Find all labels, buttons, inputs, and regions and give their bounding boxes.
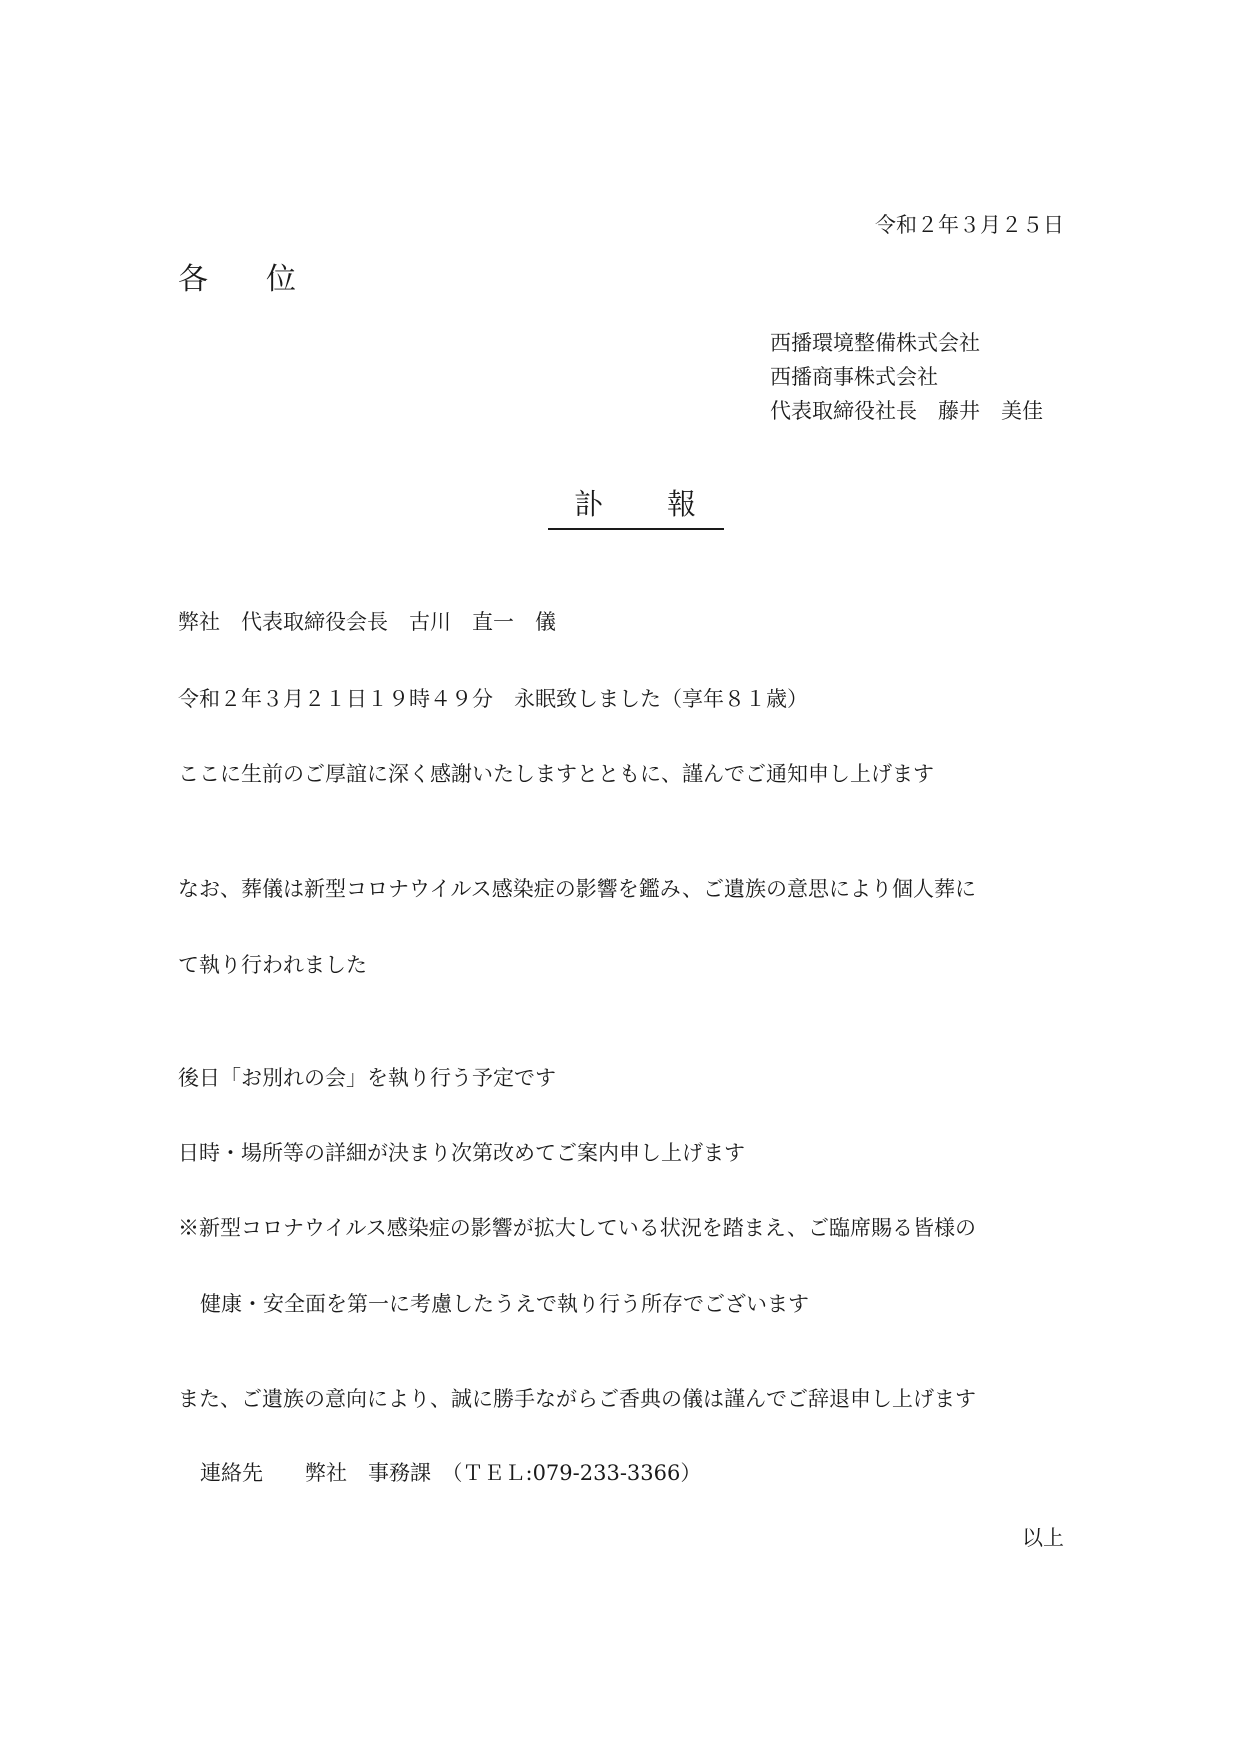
body-line-7: 日時・場所等の詳細が決まり次第改めてご案内申し上げます [178,1141,745,1165]
document-title: 訃 報 [548,490,724,530]
closing: 以上 [1022,1526,1064,1550]
body-line-10: また、ご遺族の意向により、誠に勝手ながらご香典の儀は謹んでご辞退申し上げます [178,1387,976,1411]
salutation: 各 位 [178,262,310,297]
date: 令和２年３月２５日 [875,213,1064,237]
body-line-4: なお、葬儀は新型コロナウイルス感染症の影響を鑑み、ご遺族の意思により個人葬に [178,877,976,901]
body-line-3: ここに生前のご厚誼に深く感謝いたしますとともに、謹んでご通知申し上げます [178,762,934,786]
sender-company-1: 西播環境整備株式会社 [770,331,980,355]
body-line-8: ※新型コロナウイルス感染症の影響が拡大している状況を踏まえ、ご臨席賜る皆様の [178,1216,976,1240]
body-line-5: て執り行われました [178,953,367,977]
body-line-2: 令和２年３月２１日１９時４９分 永眠致しました（享年８１歳） [178,687,808,711]
body-line-1: 弊社 代表取締役会長 古川 直一 儀 [178,610,556,634]
sender-block [770,326,1043,428]
sender-representative: 代表取締役社長 藤井 美佳 [770,399,1043,423]
contact-line: 連絡先 弊社 事務課 （ＴＥＬ:079-233-3366） [200,1461,702,1485]
body-line-9: 健康・安全面を第一に考慮したうえで執り行う所存でございます [200,1292,809,1316]
sender-company-2: 西播商事株式会社 [770,365,938,389]
body-line-6: 後日「お別れの会」を執り行う予定です [178,1066,556,1090]
